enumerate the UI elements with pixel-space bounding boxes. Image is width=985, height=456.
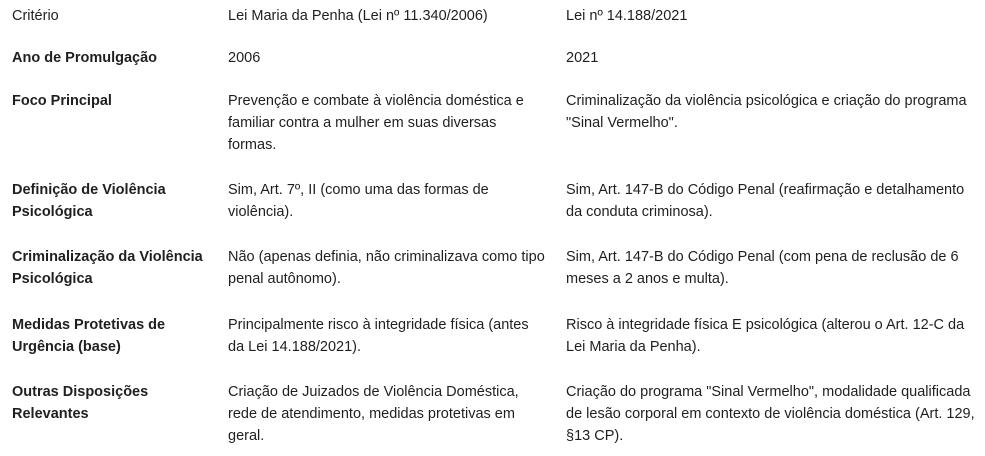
row-lei-14188-cell: 2021	[566, 50, 599, 66]
header-criterio: Critério	[12, 8, 59, 24]
row-maria-da-penha-cell: Sim, Art. 7º, II (como uma das formas de violência).	[228, 182, 489, 220]
header-lei-14188: Lei nº 14.188/2021	[566, 8, 688, 24]
row-lei-14188-cell: Criação do programa "Sinal Vermelho", modalidade qualificada de lesão corporal em contexto de violência doméstica (Art. 129, §13 CP).	[566, 384, 975, 444]
row-lei-14188-cell: Criminalização da violência psicológica e criação do programa "Sinal Vermelho".	[566, 93, 967, 131]
row-lei-14188-cell: Sim, Art. 147-B do Código Penal (reafirmação e detalhamento da conduta criminosa).	[566, 182, 965, 220]
row-criterion: Medidas Protetivas de Urgência (base)	[12, 317, 166, 355]
row-maria-da-penha-cell: Não (apenas definia, não criminalizava como tipo penal autônomo).	[228, 249, 545, 287]
row-criterion: Foco Principal	[12, 93, 112, 109]
row-criterion: Criminalização da Violência Psicológica	[12, 249, 203, 287]
header-lei-maria-da-penha: Lei Maria da Penha (Lei nº 11.340/2006)	[228, 8, 488, 24]
row-lei-14188-cell: Sim, Art. 147-B do Código Penal (com pena de reclusão de 6 meses a 2 anos e multa).	[566, 249, 959, 287]
row-criterion: Ano de Promulgação	[12, 50, 158, 66]
row-maria-da-penha-cell: Principalmente risco à integridade física (antes da Lei 14.188/2021).	[228, 317, 529, 355]
row-maria-da-penha-cell: 2006	[228, 50, 261, 66]
row-lei-14188-cell: Risco à integridade física E psicológica (alterou o Art. 12-C da Lei Maria da Penha).	[566, 317, 965, 355]
row-criterion: Definição de Violência Psicológica	[12, 182, 166, 220]
row-maria-da-penha-cell: Criação de Juizados de Violência Doméstica, rede de atendimento, medidas protetivas em geral.	[228, 384, 519, 444]
row-maria-da-penha-cell: Prevenção e combate à violência doméstica e familiar contra a mulher em suas diversas formas.	[228, 93, 524, 153]
row-criterion: Outras Disposições Relevantes	[12, 384, 149, 422]
